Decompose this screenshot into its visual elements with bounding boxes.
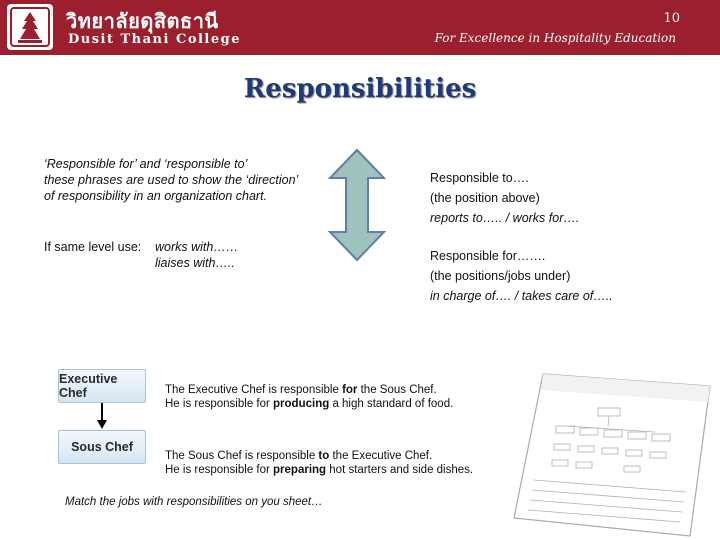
- responsible-to-line: reports to….. / works for….: [430, 211, 580, 225]
- responsible-for-line: Responsible for…….: [430, 249, 546, 263]
- instruction-text: Match the jobs with responsibilities on you sheet…: [65, 496, 323, 508]
- responsible-for-line: in charge of…. / takes care of…..: [430, 289, 613, 303]
- page-title: Responsibilities: [243, 74, 477, 104]
- worksheet-thumbnail-icon: [510, 368, 715, 538]
- example-line: The Sous Chef is responsible to the Executive Chef.: [165, 450, 433, 462]
- college-name: Dusit Thani College: [68, 32, 242, 47]
- same-level-label: If same level use:: [44, 240, 142, 254]
- responsible-for-text: [430, 246, 613, 306]
- definition-line: ‘Responsible for’ and ‘responsible to’: [44, 157, 248, 171]
- sous-chef-box: Sous Chef: [58, 430, 146, 464]
- arrow-down-icon: [96, 403, 108, 429]
- same-level-values: [155, 239, 238, 271]
- definition-line: these phrases are used to show the ‘direction’: [44, 173, 299, 187]
- same-level-value: works with……: [155, 240, 239, 254]
- example-line: The Executive Chef is responsible for the Sous Chef.: [165, 384, 437, 396]
- definition-text: [44, 156, 298, 204]
- definition-line: of responsibility in an organization chart.: [44, 189, 268, 203]
- responsible-to-line: Responsible to….: [430, 171, 529, 185]
- example-executive-chef: [165, 383, 453, 411]
- example-sous-chef: [165, 449, 473, 477]
- same-level-value: liaises with…..: [155, 256, 235, 270]
- college-seal-icon: [6, 3, 54, 51]
- header-bar: [0, 0, 720, 55]
- double-arrow-icon: [326, 148, 388, 262]
- tagline: For Excellence in Hospitality Education: [434, 31, 676, 45]
- example-line: He is responsible for preparing hot starters and side dishes.: [165, 464, 474, 476]
- example-line: He is responsible for producing a high standard of food.: [165, 398, 454, 410]
- page-number: 10: [663, 11, 680, 26]
- responsible-to-text: [430, 168, 579, 228]
- college-thai-name: วิทยาลัยดุสิตธานี: [66, 9, 219, 33]
- responsible-for-line: (the positions/jobs under): [430, 269, 571, 283]
- executive-chef-box: Executive Chef: [58, 369, 146, 403]
- responsible-to-line: (the position above): [430, 191, 540, 205]
